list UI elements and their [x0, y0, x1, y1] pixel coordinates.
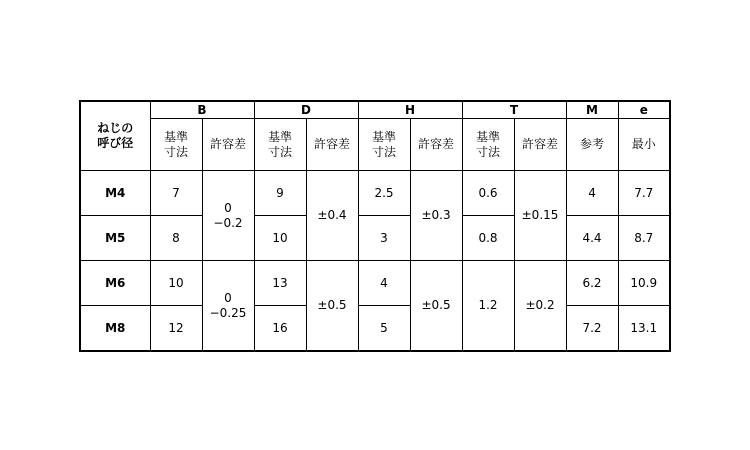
size-header-line2: 呼び径 [97, 136, 134, 150]
table-row-m6 [80, 261, 670, 306]
group-header-t: T [462, 101, 566, 119]
table-row-m8 [80, 306, 670, 352]
b-basic-cell: 10 [150, 261, 202, 306]
d-basic-cell: 16 [254, 306, 306, 352]
sub-header-h-tolerance: 許容差 [410, 119, 462, 171]
b-basic-cell: 7 [150, 171, 202, 216]
b-basic-cell: 8 [150, 216, 202, 261]
t-tolerance-cell: ±0.2 [514, 261, 566, 352]
e-minimum-cell: 10.9 [618, 261, 670, 306]
size-cell: M6 [80, 261, 150, 306]
m-reference-cell: 6.2 [566, 261, 618, 306]
sub-header-t-tolerance: 許容差 [514, 119, 566, 171]
basic-label-line2: 寸法 [163, 144, 188, 159]
t-tolerance-cell: ±0.15 [514, 171, 566, 261]
size-cell: M8 [80, 306, 150, 352]
spec-table [79, 100, 671, 352]
d-basic-cell: 9 [254, 171, 306, 216]
basic-label-line1: 基準 [267, 129, 292, 144]
e-minimum-cell: 8.7 [618, 216, 670, 261]
h-basic-cell: 2.5 [358, 171, 410, 216]
basic-label-line1: 基準 [163, 129, 188, 144]
basic-label-line2: 寸法 [371, 144, 396, 159]
size-header-line1: ねじの [97, 121, 134, 135]
t-basic-cell: 1.2 [462, 261, 514, 352]
group-header-row [80, 101, 670, 119]
sub-header-e-minimum: 最小 [618, 119, 670, 171]
group-header-m: M [566, 101, 618, 119]
b-tolerance-upper: 0 [224, 200, 232, 215]
d-basic-cell: 10 [254, 216, 306, 261]
size-cell: M4 [80, 171, 150, 216]
h-basic-cell: 3 [358, 216, 410, 261]
h-basic-cell: 5 [358, 306, 410, 352]
group-header-d: D [254, 101, 358, 119]
group-header-h: H [358, 101, 462, 119]
m-reference-cell: 4.4 [566, 216, 618, 261]
t-basic-cell: 0.6 [462, 171, 514, 216]
d-tolerance-cell: ±0.5 [306, 261, 358, 352]
sub-header-h-basic [358, 119, 410, 171]
t-basic-cell: 0.8 [462, 216, 514, 261]
basic-label-line1: 基準 [476, 129, 501, 144]
b-tolerance-upper: 0 [224, 290, 232, 305]
d-tolerance-cell: ±0.4 [306, 171, 358, 261]
sub-header-m-reference: 参考 [566, 119, 618, 171]
table-row-m4 [80, 171, 670, 216]
b-tolerance-cell [202, 261, 254, 352]
b-tolerance-lower: −0.2 [213, 215, 243, 230]
basic-label-line2: 寸法 [267, 144, 292, 159]
group-header-b: B [150, 101, 254, 119]
sub-header-row [80, 119, 670, 171]
b-basic-cell: 12 [150, 306, 202, 352]
table-row-m5 [80, 216, 670, 261]
sub-header-d-basic [254, 119, 306, 171]
m-reference-cell: 4 [566, 171, 618, 216]
e-minimum-cell: 7.7 [618, 171, 670, 216]
b-tolerance-cell [202, 171, 254, 261]
size-header [80, 101, 150, 171]
group-header-e: e [618, 101, 670, 119]
sub-header-b-tolerance: 許容差 [202, 119, 254, 171]
sub-header-t-basic [462, 119, 514, 171]
m-reference-cell: 7.2 [566, 306, 618, 352]
size-cell: M5 [80, 216, 150, 261]
h-tolerance-cell: ±0.3 [410, 171, 462, 261]
basic-label-line2: 寸法 [476, 144, 501, 159]
sub-header-b-basic [150, 119, 202, 171]
h-basic-cell: 4 [358, 261, 410, 306]
e-minimum-cell: 13.1 [618, 306, 670, 352]
h-tolerance-cell: ±0.5 [410, 261, 462, 352]
sub-header-d-tolerance: 許容差 [306, 119, 358, 171]
d-basic-cell: 13 [254, 261, 306, 306]
b-tolerance-lower: −0.25 [209, 305, 247, 320]
basic-label-line1: 基準 [371, 129, 396, 144]
